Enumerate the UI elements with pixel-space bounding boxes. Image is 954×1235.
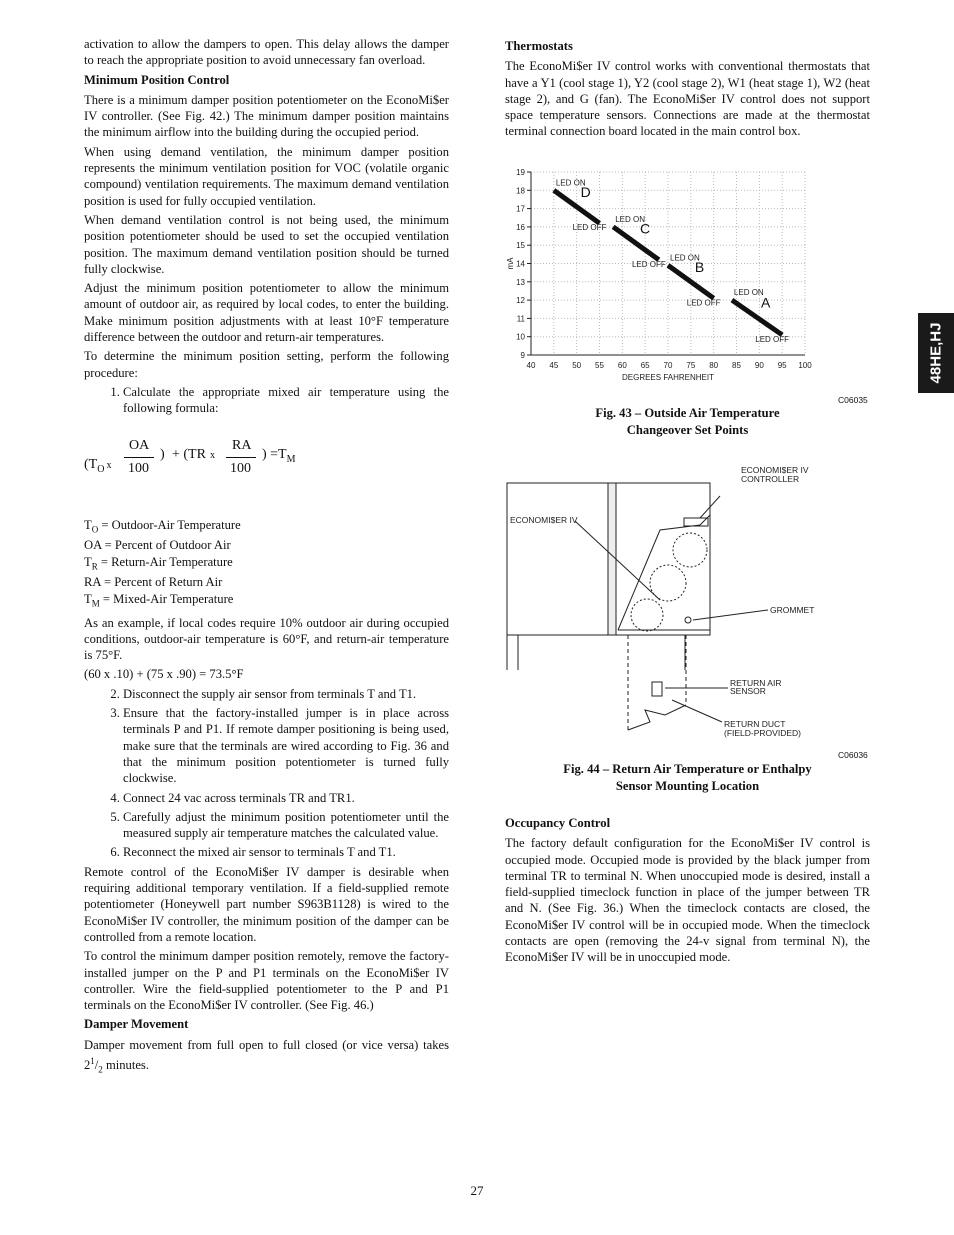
formula-oa: OA [129,437,150,453]
x-tick-label: 80 [709,361,719,370]
x-tick-label: 40 [526,361,536,370]
series-label-D: D [580,183,591,200]
led-off-label: LED OFF [631,259,666,269]
controller-box [684,518,708,526]
y-tick-label: 19 [516,168,525,177]
definition-row: $T_R$ = Return-Air Temperature [84,554,233,572]
y-tick-label: 12 [516,296,525,306]
fig43-caption: Fig. 43 – Outside Air Temperature Changeover Set Points [595,406,780,437]
step-6: 6. Reconnect the mixed air sensor to terminals T and T1. [123,844,449,860]
y-tick-label: 17 [516,204,525,214]
thermostats-paragraph: The EconoMi$er IV control works with conventional thermostats that have a Y1 (cool stage 1), Y2 (cool stage 2), W1 (heat stage 1), W2 (heat stage 2), and G (fan). The EconoMi$er IV control does not support space temperature sensors. Connections are made at the thermostat terminal connection board located in the main control box. [505,59,870,139]
formula-result: ) $=T_M$ [262,446,296,465]
mixed-air-formula [84,425,449,505]
y-tick-label: 9 [520,351,525,360]
x-tick-label: 85 [732,361,741,370]
remote-paragraph-1: Remote control of the EconoMi$er IV damper is desirable when requiring additional temporary ventilation. If a field-supplied remote potentiometer (Honeywell part number S963B1128) is wired to the EconoMi$er IV controller, the minimum position of the damper can be controlled from a remote location. [84,864,449,944]
step-1: 1. Calculate the appropriate mixed air temperature using the following formula: [123,384,449,417]
min-position-heading: Minimum Position Control [84,72,230,87]
x-tick-label: 90 [754,361,764,370]
occupancy-heading: Occupancy Control [505,816,611,830]
occupancy-section [505,813,870,969]
x-tick-label: 75 [686,361,696,370]
series-line-A [732,300,782,335]
led-off-label: LED OFF [572,223,607,233]
y-tick-label: 16 [516,222,525,232]
procedure-list-a [84,384,449,417]
series-line-C [613,227,659,260]
remote-paragraph-2: To control the minimum damper position remotely, remove the factory-installed jumper on the P and P1 terminals on the EconoMi$er IV controller. Wire the field-supplied potentiometer to the P and P1 terminals on the EconoMi$er IV controller. (See Fig. 46.) [84,949,449,1013]
y-axis-title: mA [506,257,515,270]
formula-denominator-2: 100 [230,460,251,476]
definition-row: OA = Percent of Outdoor Air [84,538,231,553]
example-paragraph: As an example, if local codes require 10% outdoor air during occupied conditions, outdoor-air temperature is 60°F, and return-air temperature is 75°F. [84,615,449,663]
grommet [685,617,691,623]
min-paragraph-1: There is a minimum damper position potentiometer on the EconoMi$er IV controller. (See Fig. 42.) The minimum damper position maintains the minimum airflow into the building during the occupied period. [84,92,449,140]
series-line-D [554,190,600,223]
y-tick-label: 18 [516,186,525,196]
thermostats-heading: Thermostats [505,39,573,53]
led-on-label: LED ON [555,178,586,188]
led-off-label: LED OFF [755,334,790,344]
series-label-C: C [640,220,651,237]
y-tick-label: 11 [516,314,525,324]
formula-definitions [84,517,449,612]
intro-paragraph: activation to allow the dampers to open. This delay allows the damper to reach the appropriate position to avoid unnecessary fan overload. [84,37,449,68]
x-tick-label: 45 [549,361,559,370]
damper-paragraph: Damper movement from full open to full closed (or vice versa) takes $2^1/_2$ minutes. [84,1037,449,1075]
led-off-label: LED OFF [686,298,721,308]
definition-row: RA = Percent of Return Air [84,575,223,590]
x-tick-label: 70 [663,361,673,370]
step-2: 2. Disconnect the supply air sensor from terminals T and T1. [123,686,449,702]
procedure-list-b [84,686,449,861]
label-economizer: ECONOMI$ER IV [510,515,578,525]
led-on-label: LED ON [670,253,700,263]
min-paragraph-5: To determine the minimum position setting, perform the following procedure: [84,349,449,380]
fig44-code: C06036 [838,750,868,760]
series-label-B: B [694,258,705,275]
x-tick-label: 50 [572,361,582,370]
series-line-B [668,265,714,298]
y-tick-label: 14 [516,259,525,269]
formula-denominator-1: 100 [128,460,149,476]
label-return-sensor-2: SENSOR [730,686,766,696]
step-4: 4. Connect 24 vac across terminals TR and TR1. [123,790,449,806]
step-5: 5. Carefully adjust the minimum position potentiometer until the measured supply air temperature matches the calculated value. [123,809,449,842]
page-number: 27 [470,1183,484,1198]
label-return-sensor: RETURN AIR [730,678,782,688]
label-return-duct-2: (FIELD-PROVIDED) [724,728,801,738]
fig44-caption: Fig. 44 – Return Air Temperature or Enthalpy Sensor Mounting Location [563,762,812,793]
occupancy-paragraph: The factory default configuration for the EconoMi$er IV control is occupied mode. Occupied mode is provided by the black jumper from terminal TR to terminal N. When unoccupied mode is desired, install a field-supplied timeclock function in place of the jumper between TR and N. (See Fig. 36.) When the timeclock contacts are closed, the EconoMi$er IV control will be in occupied mode. When the timeclock contacts are open (removing the 24-v signal from terminal N), the EconoMi$er IV will be in unoccupied mode. [505,836,870,965]
label-grommet: GROMMET [770,605,815,615]
y-tick-label: 13 [516,277,525,287]
label-return-duct: RETURN DUCT [724,719,786,729]
formula-plus: + (TR x [172,446,215,462]
definition-row: $T_M$ = Mixed-Air Temperature [84,591,234,609]
damper-blade [618,515,710,630]
x-axis-title: DEGREES FAHRENHEIT [621,373,715,382]
label-controller: ECONOMI$ER IV [741,465,809,475]
series-label-A: A [761,294,771,311]
x-tick-label: 65 [640,361,650,370]
fig43-code: C06035 [838,395,868,405]
x-tick-label: 55 [595,361,604,370]
x-tick-label: 60 [617,361,627,370]
changeover-chart [500,162,820,387]
damper-heading: Damper Movement [84,1017,189,1032]
min-paragraph-4: Adjust the minimum position potentiometer to allow the minimum amount of outdoor air, as required by local codes, to enter the building. Make minimum position adjustments with at least 10°F temperature difference between the outdoor and return-air temperatures. [84,281,449,345]
return-air-sensor [652,682,662,696]
x-tick-label: 95 [777,361,787,370]
section-side-tab: 48HE,HJ [918,313,954,393]
led-on-label: LED ON [615,214,645,224]
y-tick-label: 10 [516,332,525,342]
formula-close-1: ) [160,446,165,462]
y-tick-label: 15 [516,241,525,251]
economizer-panel [608,483,616,635]
example-calculation: (60 x .10) + (75 x .90) = 73.5°F [84,667,244,682]
formula-ra: RA [232,437,252,453]
led-on-label: LED ON [733,288,764,298]
right-column [505,36,870,143]
fan-circle [673,533,707,567]
return-duct-break [628,705,686,730]
min-paragraph-2: When using demand ventilation, the minimum damper position represents the minimum ventilation position for VOC (volatile organic compound) ventilation requirements. The maximum demand ventilation position is used for fully occupied ventilation. [84,144,449,208]
min-paragraph-3: When demand ventilation control is not being used, the minimum position potentiometer should be used to set the occupied ventilation position. The maximum demand ventilation position should be turned fully clockwise. [84,212,449,276]
left-column [84,36,449,1081]
label-controller-2: CONTROLLER [741,474,800,484]
definition-row: $T_O$ = Outdoor-Air Temperature [84,517,241,535]
formula-open: ($T_O$ x [84,456,112,475]
sensor-mounting-diagram [500,460,870,745]
x-tick-label: 100 [798,361,812,370]
fan-circle [631,599,663,631]
step-3: 3. Ensure that the factory-installed jumper is in place across terminals P and P1. If remote damper positioning is being used, make sure that the terminals are wired according to Fig. 36 and that the minimum position potentiometer is turned fully clockwise. [123,705,449,786]
